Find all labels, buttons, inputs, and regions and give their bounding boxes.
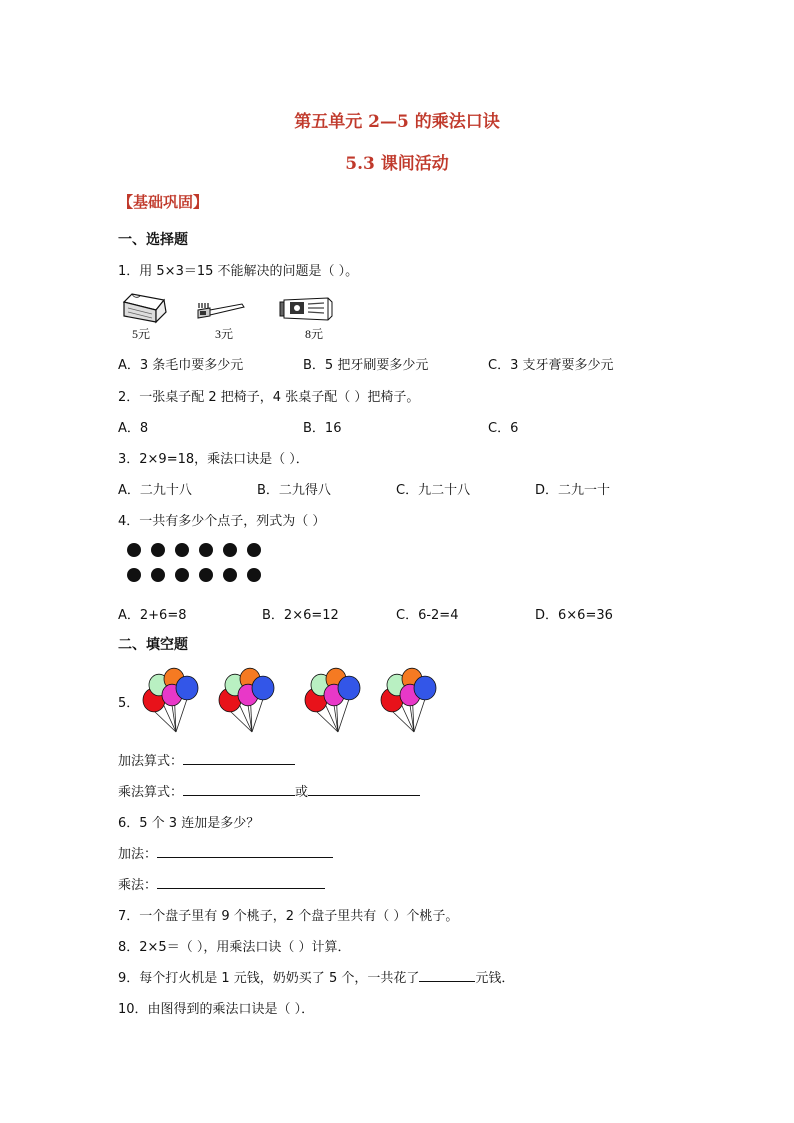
q5-add-label: 加法算式： xyxy=(118,754,184,769)
dot xyxy=(127,543,141,557)
q2-option-b: B．16 xyxy=(303,421,342,436)
q5-mul-row xyxy=(118,781,420,800)
toothpaste-icon xyxy=(278,296,336,322)
q6-add-blank[interactable] xyxy=(157,845,333,858)
q4-option-b: B．2×6=12 xyxy=(262,608,339,623)
question-7: 7．一个盘子里有 9 个桃子，2 个盘子里共有（ ）个桃子。 xyxy=(118,909,459,924)
balloon-string xyxy=(392,711,414,732)
dot xyxy=(127,568,141,582)
question-3: 3．2×9=18，乘法口诀是（ ）． xyxy=(118,452,309,467)
q1-option-a: A．3 条毛巾要多少元 xyxy=(118,358,244,373)
q1-option-c: C．3 支牙膏要多少元 xyxy=(488,358,614,373)
question-10: 10．由图得到的乘法口诀是（ ）． xyxy=(118,1002,315,1017)
q5-mul-blank-1[interactable] xyxy=(183,783,295,796)
question-8: 8．2×5＝（ ），用乘法口诀（ ）计算． xyxy=(118,940,351,955)
q6-mul-blank[interactable] xyxy=(157,876,325,889)
q3-option-c: C．九二十八 xyxy=(396,483,471,498)
dot xyxy=(223,568,237,582)
dot xyxy=(175,543,189,557)
section-label: 【基础巩固】 xyxy=(118,193,209,211)
q4-option-a: A．2+6=8 xyxy=(118,608,187,623)
balloon xyxy=(414,676,436,700)
q5-mul-label: 乘法算式： xyxy=(118,785,184,800)
dot xyxy=(199,568,213,582)
q9-blank[interactable] xyxy=(419,969,475,982)
q1-option-b: B．5 把牙刷要多少元 xyxy=(303,358,429,373)
toothpaste-price: 8元 xyxy=(305,327,324,341)
q5-mul-blank-2[interactable] xyxy=(308,783,420,796)
q2-option-c: C．6 xyxy=(488,421,519,436)
question-5-number: 5． xyxy=(118,696,140,711)
q3-option-d: D．二九一十 xyxy=(535,483,611,498)
balloon-group xyxy=(380,668,442,734)
q6-add-label: 加法： xyxy=(118,847,158,862)
question-9 xyxy=(118,967,514,986)
balloon-group xyxy=(142,668,204,734)
page-title: 第五单元 2—5 的乘法口诀 xyxy=(294,112,500,132)
q5-add-row xyxy=(118,750,295,769)
dot xyxy=(223,543,237,557)
q6-mul-label: 乘法： xyxy=(118,878,158,893)
q4-option-c: C．6-2=4 xyxy=(396,608,459,623)
dot xyxy=(151,568,165,582)
dot xyxy=(247,543,261,557)
q4-option-d: D．6×6=36 xyxy=(535,608,613,623)
dot xyxy=(247,568,261,582)
dot xyxy=(151,543,165,557)
toothbrush-icon xyxy=(196,300,246,322)
part1-heading: 一、选择题 xyxy=(118,232,188,248)
balloon-string xyxy=(230,711,252,732)
balloon-group xyxy=(304,668,366,734)
q5-or: 或 xyxy=(295,785,309,800)
balloon xyxy=(338,676,360,700)
q6-mul-row xyxy=(118,874,325,893)
q9-suffix: 元钱． xyxy=(475,971,515,986)
question-2: 2．一张桌子配 2 把椅子，4 张桌子配（ ）把椅子。 xyxy=(118,390,420,405)
q5-add-blank[interactable] xyxy=(183,752,295,765)
q3-option-a: A．二九十八 xyxy=(118,483,192,498)
question-4: 4．一共有多少个点子，列式为（ ） xyxy=(118,514,326,529)
balloon xyxy=(176,676,198,700)
q9-text: 9．每个打火机是 1 元钱，奶奶买了 5 个，一共花了 xyxy=(118,971,420,986)
balloon-string xyxy=(154,711,176,732)
balloon-string xyxy=(316,711,338,732)
question-6: 6．5 个 3 连加是多少？ xyxy=(118,816,260,831)
page-subtitle: 5.3 课间活动 xyxy=(345,154,449,174)
toothbrush-price: 3元 xyxy=(215,327,234,341)
balloon-group xyxy=(218,668,280,734)
balloon xyxy=(252,676,274,700)
q6-add-row xyxy=(118,843,333,862)
question-1: 1．用 5×3＝15 不能解决的问题是（ ）。 xyxy=(118,264,359,279)
towel-price: 5元 xyxy=(132,327,151,341)
q3-option-b: B．二九得八 xyxy=(257,483,331,498)
q2-option-a: A．8 xyxy=(118,421,149,436)
towel-icon xyxy=(120,290,170,324)
dot xyxy=(199,543,213,557)
dot xyxy=(175,568,189,582)
part2-heading: 二、填空题 xyxy=(118,637,188,653)
